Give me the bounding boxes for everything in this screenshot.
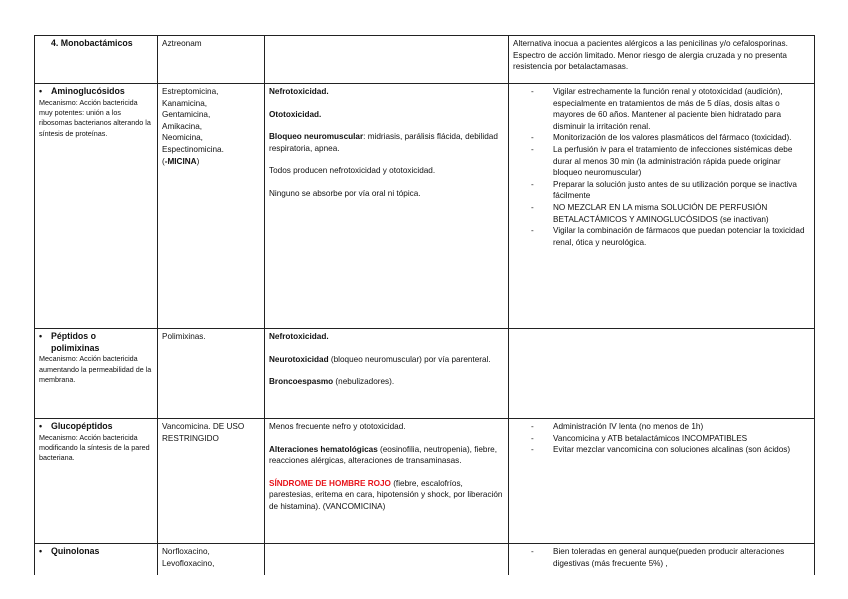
toxicity-cell <box>265 84 509 329</box>
antibiotics-table <box>34 35 815 575</box>
family-cell <box>35 544 158 576</box>
drug-name: Neomicina, <box>162 133 203 143</box>
table-row-quinolonas <box>35 544 815 576</box>
toxicity-hemato <box>269 444 504 467</box>
care-cell <box>509 84 815 329</box>
toxicity-cell <box>265 544 509 576</box>
drug-name: Polimixinas. <box>162 332 206 341</box>
care-cell <box>509 36 815 84</box>
list-item: - NO MEZCLAR EN LA misma SOLUCIÓN DE PERFUSIÓN BETALACTÁMICOS Y AMINOGLUCÓSIDOS (se inactivan) <box>531 202 810 225</box>
antibiotics-table-page <box>34 35 814 575</box>
drug-suffix <box>162 156 260 168</box>
suffix-open: ( <box>162 156 165 166</box>
care-list <box>513 86 810 248</box>
toxicity-bronco <box>269 376 504 388</box>
bullet-icon: • <box>39 421 43 431</box>
toxicity-neuro-title: Neurotoxicidad <box>269 354 329 364</box>
toxicity-neuro <box>269 354 504 366</box>
family-name: Aminoglucósidos <box>51 86 125 96</box>
red-man-syndrome-title: SÍNDROME DE HOMBRE ROJO <box>269 478 391 488</box>
drug-name: Aztreonam <box>162 39 202 48</box>
table-row-aminoglucosidos <box>35 84 815 329</box>
table-row-glucopeptidos <box>35 419 815 544</box>
care-cell <box>509 329 815 419</box>
mechanism-text: Mecanismo: Acción bactericida muy potentes: unión a los ribosomas bacterianos alterando la síntesis de proteínas. <box>39 97 151 138</box>
drugs-cell <box>158 329 265 419</box>
toxicity-cell <box>265 419 509 544</box>
list-item: - Monitorización de los valores plasmáticos del fármaco (toxicidad). <box>531 132 810 144</box>
family-heading <box>39 421 153 433</box>
family-cell <box>35 419 158 544</box>
toxicity-bloqueo-title: Bloqueo neuromuscular <box>269 132 364 142</box>
toxicity-cell <box>265 329 509 419</box>
bullet-icon: • <box>39 86 43 96</box>
drug-name: Norfloxacino, <box>162 547 210 556</box>
family-heading <box>39 86 153 98</box>
toxicity-note: Menos frecuente nefro y ototoxicidad. <box>269 422 406 431</box>
drug-name: Estreptomicina, <box>162 87 219 96</box>
list-item: - Vigilar la combinación de fármacos que puedan potenciar la toxicidad renal, ótica y neurológica. <box>531 225 810 248</box>
toxicity-cell <box>265 36 509 84</box>
family-name: 4. Monobactámicos <box>51 38 133 48</box>
toxicity-neuro-text: (bloqueo neuromuscular) por vía parenteral. <box>328 354 491 364</box>
care-cell <box>509 544 815 576</box>
list-item: - Vigilar estrechamente la función renal y ototoxicidad (audición), especialmente en tratamientos de más de 5 días, dosis altas o mayores de 60 años. Mantener al paciente bien hidratado para disminuir la irritación renal. <box>531 86 810 132</box>
family-name: Quinolonas <box>51 546 100 556</box>
family-cell <box>35 36 158 84</box>
table-row-monobactamicos <box>35 36 815 84</box>
drugs-cell <box>158 419 265 544</box>
red-man-syndrome-text: (fiebre, escalofríos, parestesias, eritema en cara, hipotensión y shock, por liberación de histamina). (VANCOMICINA) <box>269 478 503 511</box>
drug-name: Amikacina, <box>162 121 203 131</box>
toxicity-nefro: Nefrotoxicidad. <box>269 332 329 341</box>
toxicity-bloqueo-text: : midriasis, parálisis flácida, debilidad respiratoria, apnea. <box>269 132 498 153</box>
bullet-icon: • <box>39 331 43 341</box>
family-cell <box>35 84 158 329</box>
family-name: Péptidos o <box>51 331 96 341</box>
toxicity-bronco-text: (nebulizadores). <box>333 377 395 387</box>
drugs-cell <box>158 544 265 576</box>
table-row-peptidos <box>35 329 815 419</box>
list-item: - Vancomicina y ATB betalactámicos INCOMPATIBLES <box>531 433 810 445</box>
mechanism-text: Mecanismo: Acción bactericida modificando la síntesis de la pared bacteriana. <box>39 432 150 463</box>
toxicity-oto: Ototoxicidad. <box>269 109 322 119</box>
drugs-cell <box>158 84 265 329</box>
suffix-bold: -MICINA <box>164 156 197 166</box>
suffix-close: ) <box>196 156 200 166</box>
toxicity-hemato-text: (eosinofilia, neutropenia), fiebre, reacciones alérgicas, alteraciones de transaminasas. <box>269 444 497 466</box>
family-name: Glucopéptidos <box>51 421 113 431</box>
mechanism-text: Mecanismo: Acción bactericida aumentando la permeabilidad de la membrana. <box>39 354 152 384</box>
family-heading <box>39 331 153 343</box>
list-item: - Administración IV lenta (no menos de 1h) <box>531 421 810 433</box>
toxicity-bloqueo <box>269 131 504 154</box>
care-note: Alternativa inocua a pacientes alérgicos a las penicilinas y/o cefalosporinas. Espectro de acción limitado. Menor riesgo de alergia cruzada y no presenta resistencia por betalactamasas. <box>513 39 788 72</box>
drugs-cell <box>158 36 265 84</box>
list-item: - Evitar mezclar vancomicina con soluciones alcalinas (son ácidos) <box>531 444 810 456</box>
list-item: - Preparar la solución justo antes de su utilización porque se inactiva fácilmente <box>531 179 810 202</box>
family-name-line2: polimixinas <box>51 342 100 353</box>
toxicity-note: Todos producen nefrotoxicidad y ototoxicidad. <box>269 166 436 176</box>
toxicity-hombre-rojo <box>269 478 504 513</box>
care-list <box>513 421 810 456</box>
drug-name: Kanamicina, <box>162 98 208 108</box>
care-list <box>513 546 810 569</box>
drug-name: Gentamicina, <box>162 110 211 120</box>
toxicity-bronco-title: Broncoespasmo <box>269 377 334 387</box>
drug-name: Levofloxacino, <box>162 558 215 568</box>
toxicity-nefro: Nefrotoxicidad. <box>269 87 329 96</box>
toxicity-note: Ninguno se absorbe por vía oral ni tópica. <box>269 188 421 198</box>
drug-name: Espectinomicina. <box>162 144 224 154</box>
list-item: - La perfusión iv para el tratamiento de infecciones sistémicas debe durar al menos 30 min (la administración rápida puede originar bloqueo neuromuscular) <box>531 144 810 179</box>
toxicity-hemato-title: Alteraciones hematológicas <box>269 444 378 454</box>
list-item: - Bien toleradas en general aunque(pueden producir alteraciones digestivas (más frecuente 5%) , <box>531 546 810 569</box>
care-cell <box>509 419 815 544</box>
drug-name: Vancomicina. DE USO RESTRINGIDO <box>162 422 245 443</box>
bullet-icon: • <box>39 546 43 556</box>
family-heading <box>39 546 153 558</box>
family-cell <box>35 329 158 419</box>
